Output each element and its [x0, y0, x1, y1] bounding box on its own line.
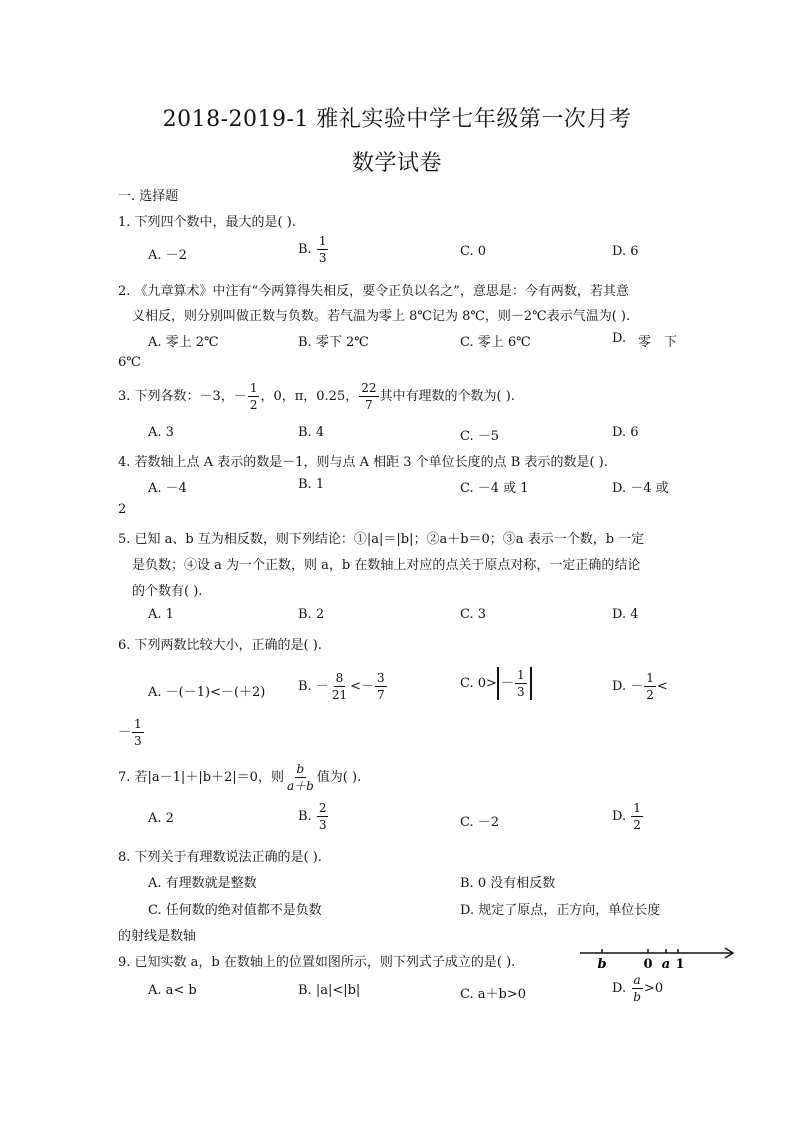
q9-option-c: C. a＋b>0: [460, 987, 526, 1002]
q2-option-d-part1: 零: [638, 335, 652, 350]
label-0: 0: [643, 957, 653, 972]
q8-option-d-cont: 的射线是数轴: [118, 929, 197, 944]
q9-number-line: [578, 942, 738, 972]
q6-option-d: D. － $\frac{1}{2}$ <: [612, 671, 668, 702]
label-b: b: [597, 957, 607, 972]
q2-option-d-cont: 6℃: [118, 355, 141, 370]
q7-option-b: B. $\frac{2}{3}$: [298, 801, 327, 832]
q3-option-d: D. 6: [612, 425, 639, 440]
q3-option-a: A. 3: [148, 425, 174, 440]
q5-option-c: C. 3: [460, 607, 487, 622]
q3-fraction-2: $\frac{22}{7}$: [361, 381, 377, 412]
q6-option-a: A. －(－1)<－(＋2): [148, 685, 266, 700]
q1-option-c: C. 0: [460, 244, 487, 259]
q2-option-c: C. 零上 6℃: [460, 335, 531, 350]
q8-option-b: B. 0 没有相反数: [460, 876, 556, 891]
q8-option-a: A. 有理数就是整数: [148, 876, 257, 891]
q4-option-b: B. 1: [298, 477, 325, 492]
q9-option-d: D. $\frac{a}{b}$ >0: [612, 973, 664, 1004]
q2-line2: 义相反，则分别叫做正数与负数。若气温为零上 8℃记为 8℃，则－2℃表示气温为( ).: [132, 309, 631, 324]
q1-option-b: B. $\frac{1}{3}$: [298, 234, 327, 265]
q9-stem: 9. 已知实数 a，b 在数轴上的位置如图所示，则下列式子成立的是( ).: [118, 955, 516, 970]
q5-line2: 是负数；④设 a 为一个正数，则 a，b 在数轴上对应的点关于原点对称，一定正确的结论: [132, 558, 641, 573]
q2-option-d-part2: 下: [664, 335, 678, 350]
q5-line3: 的个数有( ).: [132, 584, 203, 599]
q2-option-b: B. 零下 2℃: [298, 335, 369, 350]
label-a: a: [661, 957, 671, 972]
exam-subtitle: 数学试卷: [351, 151, 442, 176]
q6-option-d-cont: － $\frac{1}{3}$: [118, 717, 142, 748]
q7-fraction: $\frac{b}{a+b}$: [286, 762, 314, 793]
q6-d-fraction: $\frac{1}{2}$: [646, 671, 654, 702]
q4-option-c: C. －4 或 1: [460, 481, 529, 496]
q7-option-c: C. －2: [460, 815, 500, 830]
q3-fraction-1: $\frac{1}{2}$: [249, 381, 258, 412]
q5-option-b: B. 2: [298, 607, 325, 622]
q7-stem: 7. 若|a－1|＋|b＋2|＝0，则 $\frac{b}{a+b}$ 值为( ).: [118, 762, 362, 793]
q6-c-absolute-value: － $\frac{1}{3}$: [497, 667, 532, 700]
q3-option-b: B. 4: [298, 425, 325, 440]
q5-option-d: D. 4: [612, 607, 639, 622]
q9-option-a: A. a< b: [148, 983, 197, 998]
q6-option-c: C. 0> － $\frac{1}{3}$: [460, 667, 532, 700]
q8-stem: 8. 下列关于有理数说法正确的是( ).: [118, 850, 322, 865]
q6-b-fraction-1: $\frac{8}{21}$: [331, 671, 348, 702]
section-heading: 一. 选择题: [118, 189, 179, 204]
q1-option-a: A. －2: [148, 248, 187, 263]
exam-title: 2018-2019-1 雅礼实验中学七年级第一次月考: [162, 107, 632, 132]
q9-option-b: B. |a|<|b|: [298, 983, 361, 998]
q4-option-d-cont: 2: [118, 502, 127, 517]
q7-option-d: D. $\frac{1}{2}$: [612, 801, 641, 832]
q6-b-fraction-2: $\frac{3}{7}$: [377, 671, 385, 702]
q5-option-a: A. 1: [148, 607, 174, 622]
q3-option-c: C. －5: [460, 429, 500, 444]
q6-option-b: B. － $\frac{8}{21}$ <－ $\frac{3}{7}$: [298, 671, 385, 702]
q8-option-d: D. 规定了原点，正方向，单位长度: [460, 903, 661, 918]
q1-b-fraction: $\frac{1}{3}$: [318, 234, 327, 265]
q3-stem: 3. 下列各数：－3，－ $\frac{1}{2}$ ，0，π，0.25， $\frac{22}{7}$ 其中有理数的个数为( ).: [118, 381, 515, 412]
q4-option-a: A. －4: [148, 481, 187, 496]
q7-option-a: A. 2: [148, 811, 174, 826]
q2-option-a: A. 零上 2℃: [148, 335, 219, 350]
q1-stem: 1. 下列四个数中，最大的是( ).: [118, 215, 296, 230]
q4-option-d: D. －4 或: [612, 481, 669, 496]
label-1: 1: [675, 957, 685, 972]
q2-line1: 2. 《九章算术》中注有“今两算得失相反，要令正负以名之”，意思是：今有两数，若其意: [118, 284, 629, 299]
q6-stem: 6. 下列两数比较大小，正确的是( ).: [118, 638, 322, 653]
q2-option-d-label: D.: [612, 331, 627, 346]
q8-option-c: C. 任何数的绝对值都不是负数: [148, 903, 322, 918]
q4-stem: 4. 若数轴上点 A 表示的数是－1，则与点 A 相距 3 个单位长度的点 B 表示的数是( ).: [118, 455, 608, 470]
q5-line1: 5. 已知 a、b 互为相反数，则下列结论：①|a|＝|b|；②a＋b＝0；③a 表示一个数，b 一定: [118, 532, 645, 547]
q1-option-d: D. 6: [612, 244, 639, 259]
